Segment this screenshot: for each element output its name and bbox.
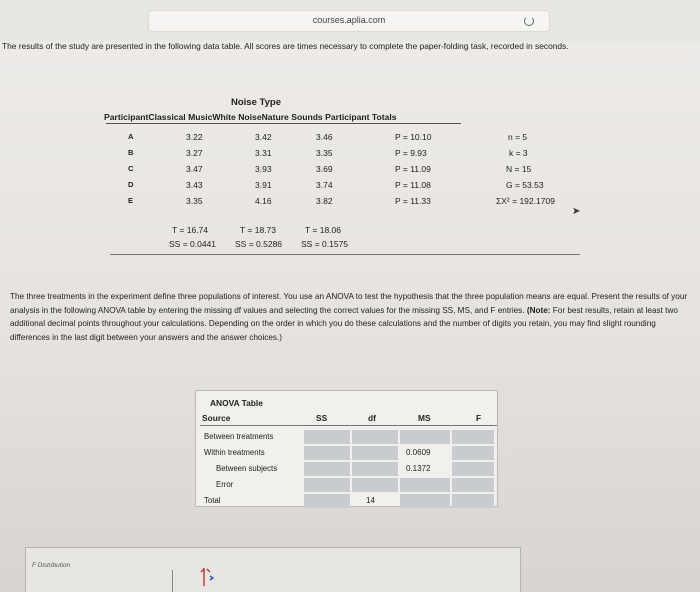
treatment-total: T = 18.73 — [240, 225, 276, 235]
anova-source-label: Within treatments — [204, 448, 265, 457]
stat-value: N = 15 — [506, 164, 532, 174]
stat-value: k = 3 — [509, 148, 528, 158]
anova-df-input[interactable] — [352, 478, 398, 492]
cell-nature-sounds: 3.46 — [316, 132, 333, 142]
panel-divider — [172, 570, 173, 592]
treatment-ss: SS = 0.1575 — [301, 239, 349, 249]
browser-toolbar — [0, 0, 700, 42]
header-rule — [106, 123, 461, 124]
treatment-ss: SS = 0.0441 — [169, 239, 217, 249]
anova-header-source: Source — [202, 413, 231, 423]
note-text: For best results, retain at least two additional decimal points throughout your calculations. Depending on the order in which you do these calculations and the number of digits you retain, you may find slight rounding differences in the last digit between your answers and the answer choices.) — [10, 305, 678, 342]
anova-f-cell[interactable] — [452, 446, 494, 460]
anova-df-input[interactable] — [352, 430, 398, 444]
table-bottom-rule — [110, 254, 580, 255]
cell-nature-sounds: 3.82 — [316, 196, 333, 206]
anova-ms-cell[interactable] — [400, 430, 450, 444]
anova-value: 0.1372 — [406, 464, 431, 473]
anova-f-cell[interactable] — [452, 462, 494, 476]
cell-white-noise: 3.31 — [255, 148, 272, 158]
anova-f-cell[interactable] — [452, 430, 494, 444]
stat-value: n = 5 — [508, 132, 528, 142]
participant-label: C — [128, 164, 134, 173]
cell-nature-sounds: 3.35 — [316, 148, 333, 158]
anova-ss-cell[interactable] — [304, 494, 350, 508]
anova-df-input[interactable] — [352, 494, 398, 508]
url-bar[interactable] — [148, 10, 550, 32]
participant-label: D — [128, 180, 134, 189]
treatment-total: T = 18.06 — [305, 225, 341, 235]
anova-f-cell[interactable] — [452, 478, 494, 492]
anova-f-cell[interactable] — [452, 494, 494, 508]
cursor-arrow-icon: ➤ — [572, 206, 581, 217]
cell-classical: 3.35 — [186, 196, 203, 206]
anova-header-rule — [200, 425, 497, 426]
anova-row — [200, 493, 495, 509]
anova-row — [200, 477, 495, 493]
note-label: (Note: — [526, 305, 551, 315]
anova-table — [195, 390, 498, 507]
ibeam-cursor-icon — [200, 566, 214, 588]
anova-title: ANOVA Table — [210, 398, 263, 408]
intro-text: The results of the study are presented in the following data table. All scores are times necessary to complete the paper-folding task, recorded in seconds. — [2, 41, 569, 51]
table-header: ParticipantClassical MusicWhite NoiseNature Sounds Participant Totals — [104, 112, 397, 122]
f-distribution-label: F Distribution — [32, 562, 71, 569]
participant-label: E — [128, 196, 134, 205]
f-distribution-panel[interactable] — [25, 547, 521, 592]
anova-ss-cell[interactable] — [304, 478, 350, 492]
anova-df-input[interactable] — [352, 446, 398, 460]
instructions-main: The three treatments in the experiment define three populations of interest. You use an ANOVA to test the hypothesis that the three population means are equal. Present the results of your analysis in the following ANOVA table by entering the missing df values and selecting the correct values for the missing SS, MS, and F entries. — [10, 292, 688, 315]
participant-label: A — [128, 132, 134, 141]
cell-participant-total: P = 10.10 — [395, 132, 432, 142]
cell-participant-total: P = 11.08 — [395, 180, 431, 190]
anova-row — [200, 445, 495, 461]
anova-ss-cell[interactable] — [304, 446, 350, 460]
treatment-total: T = 16.74 — [172, 225, 208, 235]
anova-ms-cell[interactable] — [400, 494, 450, 508]
cell-participant-total: P = 11.09 — [395, 164, 431, 174]
anova-value: 14 — [366, 496, 375, 505]
treatment-ss: SS = 0.5286 — [235, 239, 283, 249]
cell-participant-total: P = 11.33 — [395, 196, 431, 206]
anova-ss-cell[interactable] — [304, 430, 350, 444]
anova-header-ms: MS — [418, 413, 431, 423]
cell-white-noise: 3.93 — [255, 164, 272, 174]
stat-value: ΣX² = 192.1709 — [496, 196, 555, 206]
anova-source-label: Total — [204, 496, 221, 505]
cell-white-noise: 4.16 — [255, 196, 272, 206]
cell-white-noise: 3.42 — [255, 132, 272, 142]
anova-header-f: F — [476, 413, 482, 423]
anova-row — [200, 429, 495, 445]
cell-nature-sounds: 3.74 — [316, 180, 333, 190]
cell-white-noise: 3.91 — [255, 180, 272, 190]
url-text: courses.aplia.com — [312, 15, 386, 25]
participant-label: B — [128, 148, 134, 157]
anova-header-ss: SS — [316, 413, 328, 423]
stat-value: G = 53.53 — [506, 180, 544, 190]
anova-ss-cell[interactable] — [304, 462, 350, 476]
cell-classical: 3.22 — [186, 132, 203, 142]
anova-ms-cell[interactable] — [400, 478, 450, 492]
anova-source-label: Between treatments — [204, 432, 274, 441]
anova-source-label: Error — [216, 480, 234, 489]
cell-classical: 3.27 — [186, 148, 203, 158]
reload-icon[interactable] — [524, 16, 534, 26]
anova-df-input[interactable] — [352, 462, 398, 476]
cell-classical: 3.47 — [186, 164, 203, 174]
anova-row — [200, 461, 495, 477]
instructions — [10, 290, 690, 344]
cell-classical: 3.43 — [186, 180, 203, 190]
cell-participant-total: P = 9.93 — [395, 148, 427, 158]
anova-source-label: Between subjects — [216, 464, 278, 473]
anova-header-df: df — [368, 413, 376, 423]
group-title: Noise Type — [231, 97, 281, 108]
cell-nature-sounds: 3.69 — [316, 164, 333, 174]
anova-value: 0.0609 — [406, 448, 431, 457]
